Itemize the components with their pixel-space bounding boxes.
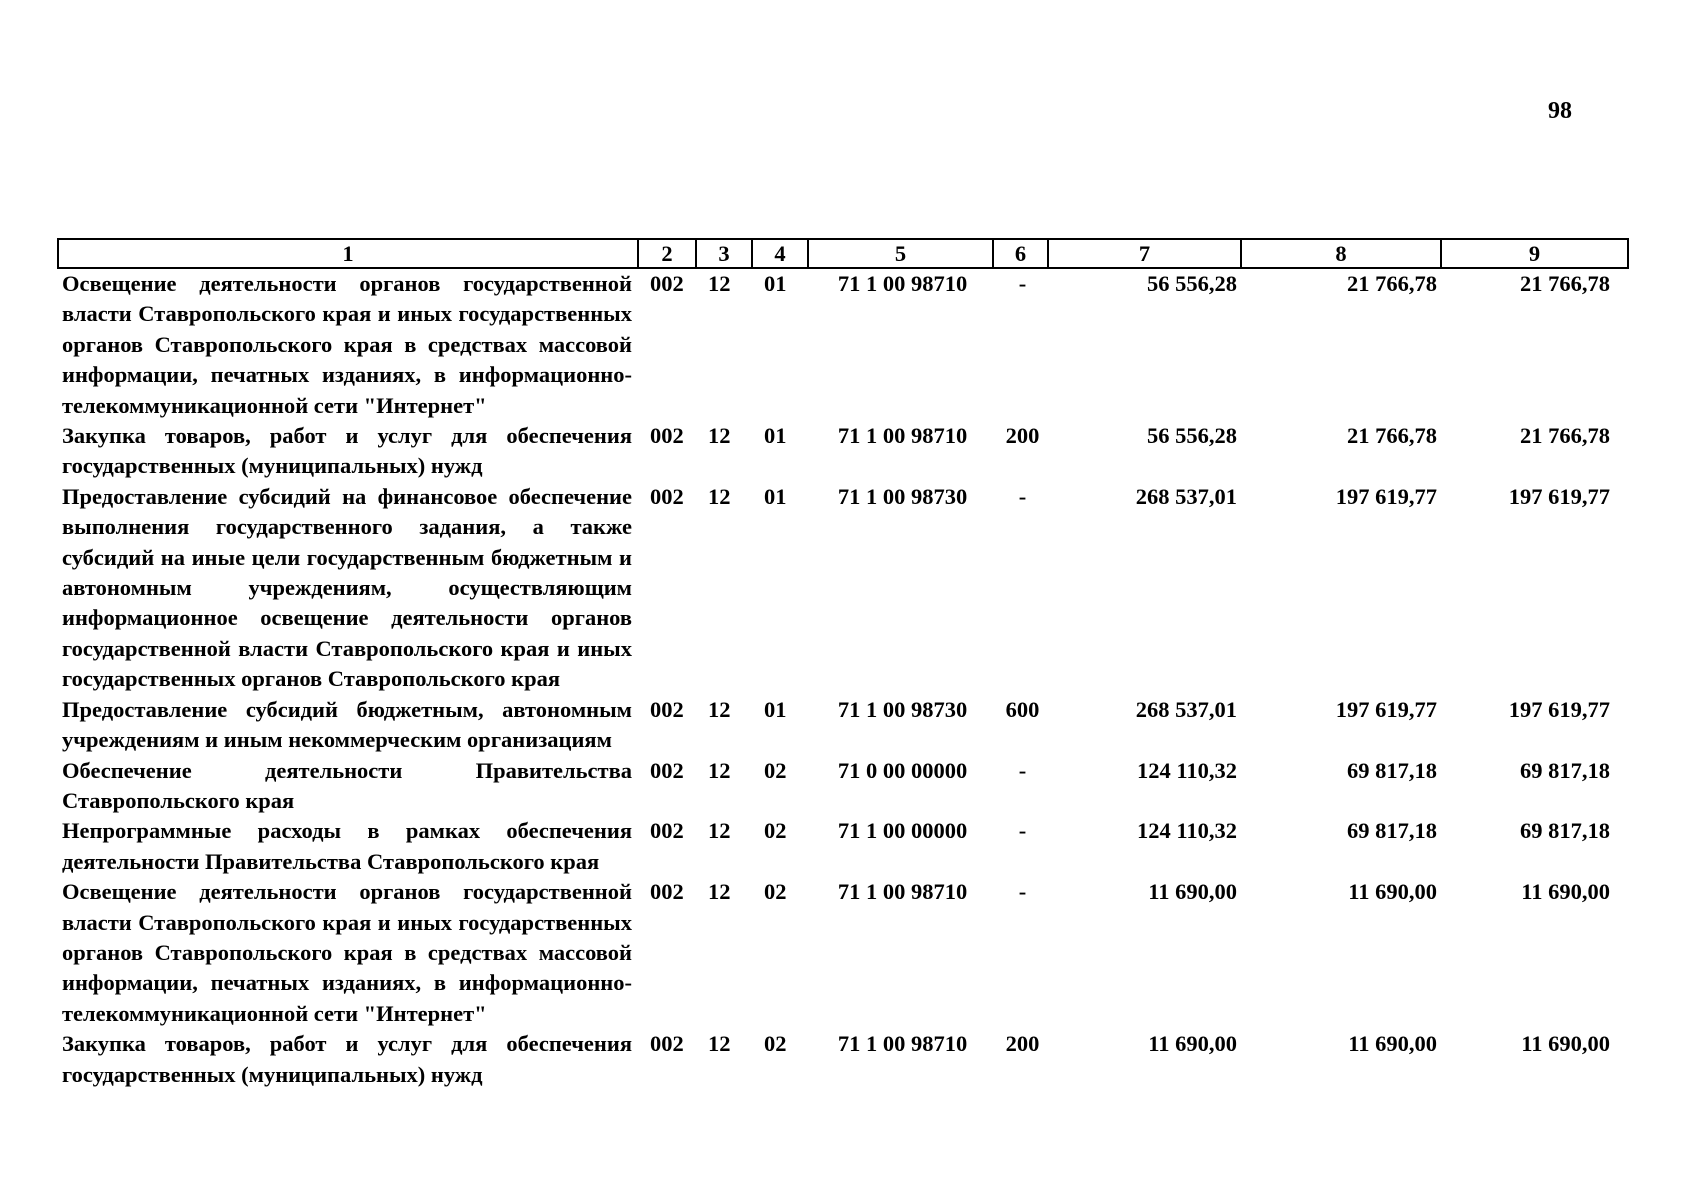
amount-col9: 21 766,78 xyxy=(1520,423,1610,449)
target-article-code: 71 0 00 00000 xyxy=(837,757,968,783)
expense-name: Закупка товаров, работ и услуг для обеспечения государственных (муниципальных) нужд xyxy=(62,1031,632,1087)
expense-name: Обеспечение деятельности Правительства Ставропольского края xyxy=(62,757,632,813)
budget-table xyxy=(57,238,1629,1090)
subsection-code: 02 xyxy=(764,757,787,783)
section-code: 12 xyxy=(708,483,731,509)
subsection-code: 02 xyxy=(764,879,787,905)
amount-col8: 11 690,00 xyxy=(1348,1031,1437,1057)
expense-name: Освещение деятельности органов государственной власти Ставропольского края и иных государственных органов Ставропольского края в средствах массовой информации, печатных изданиях, в информационно-телекоммуникационной сети "Интернет" xyxy=(62,271,632,418)
header-row xyxy=(58,239,1628,268)
expense-type-code: 200 xyxy=(1005,423,1040,449)
target-article-code: 71 1 00 98710 xyxy=(837,1031,968,1057)
section-code: 12 xyxy=(708,1031,731,1057)
subsection-code: 02 xyxy=(764,818,787,844)
expense-type-code: - xyxy=(1018,483,1027,509)
amount-col7: 56 556,28 xyxy=(1147,423,1237,449)
amount-col8: 21 766,78 xyxy=(1347,271,1437,296)
expense-type-code: - xyxy=(1018,757,1027,783)
section-code: 12 xyxy=(708,423,731,449)
table-row xyxy=(58,877,1628,1029)
column-header: 6 xyxy=(993,239,1048,268)
amount-col9: 69 817,18 xyxy=(1520,818,1610,844)
section-code: 12 xyxy=(708,757,731,783)
subsection-code: 02 xyxy=(764,1031,787,1057)
ministry-code: 002 xyxy=(650,879,684,905)
amount-col9: 197 619,77 xyxy=(1508,483,1610,509)
ministry-code: 002 xyxy=(650,423,684,449)
table-row xyxy=(58,695,1628,756)
ministry-code: 002 xyxy=(650,271,684,296)
expense-name: Предоставление субсидий на финансовое обеспечение выполнения государственного задания, а также субсидий на иные цели государственным бюджетным и автономным учреждениям, осуществляющим информационное освещение деятельности органов государственной власти Ставропольского края и иных государственных органов Ставропольского края xyxy=(62,483,632,692)
expense-type-code: 600 xyxy=(1005,696,1040,722)
amount-col8: 69 817,18 xyxy=(1347,818,1437,844)
amount-col7: 11 690,00 xyxy=(1148,879,1237,905)
table-row xyxy=(58,268,1628,421)
table-row xyxy=(58,421,1628,482)
column-header: 3 xyxy=(696,239,752,268)
ministry-code: 002 xyxy=(650,757,684,783)
ministry-code: 002 xyxy=(650,818,684,844)
amount-col8: 11 690,00 xyxy=(1348,879,1437,905)
amount-col9: 69 817,18 xyxy=(1520,757,1610,783)
target-article-code: 71 1 00 00000 xyxy=(837,818,968,844)
section-code: 12 xyxy=(708,696,731,722)
amount-col8: 69 817,18 xyxy=(1347,757,1437,783)
amount-col7: 124 110,32 xyxy=(1136,757,1237,783)
expense-name: Предоставление субсидий бюджетным, автономным учреждениям и иным некоммерческим организациям xyxy=(62,696,632,753)
target-article-code: 71 1 00 98710 xyxy=(837,271,968,296)
amount-col8: 197 619,77 xyxy=(1335,696,1437,722)
table-row xyxy=(58,816,1628,877)
ministry-code: 002 xyxy=(650,1031,684,1057)
amount-col7: 268 537,01 xyxy=(1135,696,1237,722)
column-header: 2 xyxy=(638,239,696,268)
column-header: 1 xyxy=(58,239,638,268)
expense-type-code: - xyxy=(1018,271,1027,296)
ministry-code: 002 xyxy=(650,483,684,509)
page-number: 98 xyxy=(1548,98,1572,124)
table-row xyxy=(58,756,1628,817)
amount-col9: 11 690,00 xyxy=(1521,1031,1610,1057)
section-code: 12 xyxy=(708,879,731,905)
target-article-code: 71 1 00 98710 xyxy=(837,879,968,905)
column-header: 9 xyxy=(1441,239,1628,268)
target-article-code: 71 1 00 98730 xyxy=(837,483,968,509)
expense-name: Закупка товаров, работ и услуг для обеспечения государственных (муниципальных) нужд xyxy=(62,423,632,479)
expense-type-code: - xyxy=(1018,818,1027,844)
expense-name: Освещение деятельности органов государственной власти Ставропольского края и иных государственных органов Ставропольского края в средствах массовой информации, печатных изданиях, в информационно-телекоммуникационной сети "Интернет" xyxy=(62,879,632,1026)
column-header: 4 xyxy=(752,239,808,268)
section-code: 12 xyxy=(708,818,731,844)
expense-name: Непрограммные расходы в рамках обеспечения деятельности Правительства Ставропольского края xyxy=(62,818,632,874)
amount-col7: 124 110,32 xyxy=(1136,818,1237,844)
amount-col7: 268 537,01 xyxy=(1135,483,1237,509)
target-article-code: 71 1 00 98730 xyxy=(837,696,968,722)
section-code: 12 xyxy=(708,271,731,296)
table-row xyxy=(58,1029,1628,1090)
amount-col9: 197 619,77 xyxy=(1508,696,1610,722)
amount-col8: 197 619,77 xyxy=(1335,483,1437,509)
column-header: 8 xyxy=(1241,239,1441,268)
subsection-code: 01 xyxy=(764,271,787,296)
subsection-code: 01 xyxy=(764,696,787,722)
subsection-code: 01 xyxy=(764,483,787,509)
expense-type-code: - xyxy=(1018,879,1027,905)
amount-col9: 21 766,78 xyxy=(1520,271,1610,296)
column-header: 5 xyxy=(808,239,993,268)
column-header: 7 xyxy=(1048,239,1241,268)
subsection-code: 01 xyxy=(764,423,787,449)
amount-col7: 11 690,00 xyxy=(1148,1031,1237,1057)
amount-col9: 11 690,00 xyxy=(1521,879,1610,905)
target-article-code: 71 1 00 98710 xyxy=(837,423,968,449)
amount-col7: 56 556,28 xyxy=(1147,271,1237,296)
expense-type-code: 200 xyxy=(1005,1031,1040,1057)
ministry-code: 002 xyxy=(650,696,684,722)
table-row xyxy=(58,482,1628,695)
amount-col8: 21 766,78 xyxy=(1347,423,1437,449)
